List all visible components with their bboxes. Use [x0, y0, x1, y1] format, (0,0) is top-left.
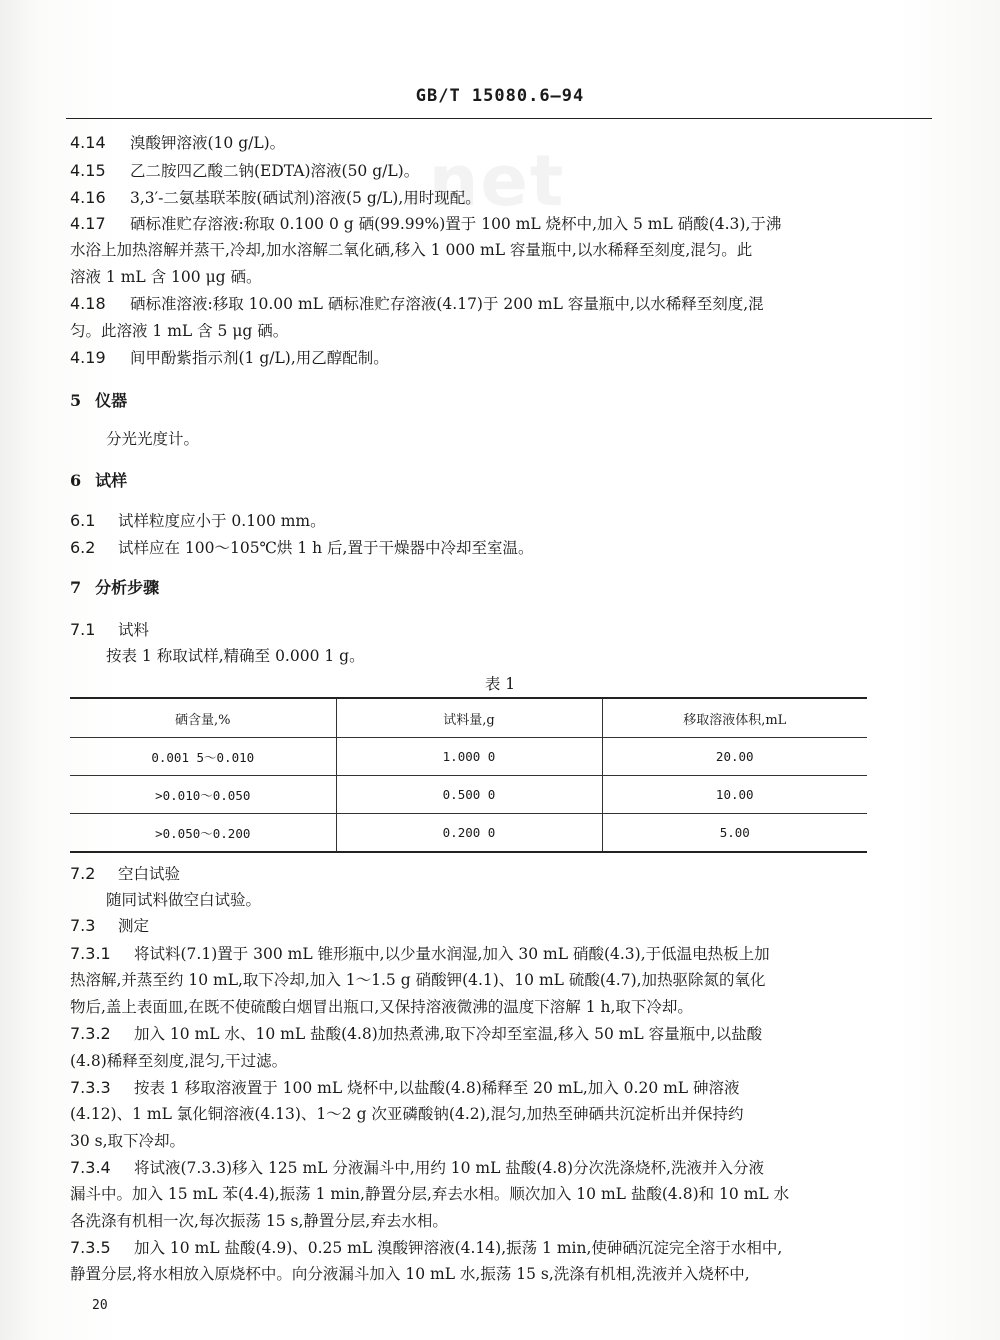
clause-number: 4.15 [70, 161, 106, 180]
clause-continuation: 漏斗中。加入 15 mL 苯(4.4),振荡 1 min,静置分层,弃去水相。顺次加入 10 mL 盐酸(4.8)和 10 mL 水 [70, 1185, 790, 1203]
table-cell: >0.010～0.050 [70, 776, 336, 814]
table-row [70, 814, 867, 853]
reagent-4-16 [70, 188, 481, 208]
column-header: 硒含量,% [70, 698, 336, 738]
clause-number: 4.19 [70, 348, 106, 367]
clause-continuation: 静置分层,将水相放入原烧杯中。向分液漏斗加入 10 mL 水,振荡 15 s,洗涤有机相,洗液并入烧杯中, [70, 1265, 750, 1283]
clause-continuation: (4.12)、1 mL 氯化铜溶液(4.13)、1～2 g 次亚磷酸钠(4.2),混匀,加热至砷硒共沉淀析出并保持约 [70, 1105, 744, 1123]
table-cell: >0.050～0.200 [70, 814, 336, 853]
reagent-4-15 [70, 161, 419, 181]
clause-text: 加入 10 mL 盐酸(4.9)、0.25 mL 溴酸钾溶液(4.14),振荡 1 min,使砷硒沉淀完全溶于水相中, [134, 1239, 783, 1257]
section-number: 6 [70, 471, 82, 490]
clause-number: 4.16 [70, 188, 106, 207]
watermark: .net [400, 140, 566, 222]
clause-title: 测定 [118, 917, 150, 935]
column-header: 试料量,g [336, 698, 602, 738]
clause-continuation: 热溶解,并蒸至约 10 mL,取下冷却,加入 1～1.5 g 硝酸钾(4.1)、10 mL 硫酸(4.7),加热驱除氮的氧化 [70, 971, 766, 989]
clause-number: 7.3 [70, 916, 96, 935]
column-header: 移取溶液体积,mL [602, 698, 867, 738]
section-number: 7 [70, 578, 82, 597]
clause-number: 4.18 [70, 294, 106, 313]
clause-number: 7.3.4 [70, 1158, 111, 1177]
clause-continuation: 水浴上加热溶解并蒸干,冷却,加水溶解二氧化硒,移入 1 000 mL 容量瓶中,以水稀释至刻度,混匀。此 [70, 241, 753, 259]
table-row [70, 738, 867, 776]
page-number: 20 [92, 1298, 108, 1313]
table-caption: 表 1 [484, 675, 516, 693]
clause-text: 乙二胺四乙酸二钠(EDTA)溶液(50 g/L)。 [130, 162, 420, 180]
section-title: 试样 [95, 471, 128, 490]
clause-number: 7.3.3 [70, 1078, 111, 1097]
table-header-row [70, 698, 867, 738]
clause-title: 空白试验 [118, 865, 181, 883]
clause-7-3-5 [70, 1238, 782, 1258]
clause-continuation: 匀。此溶液 1 mL 含 5 μg 硒。 [70, 322, 289, 340]
clause-text: 按表 1 移取溶液置于 100 mL 烧杯中,以盐酸(4.8)稀释至 20 mL,加入 0.20 mL 砷溶液 [134, 1079, 740, 1097]
clause-text: 试样粒度应小于 0.100 mm。 [118, 512, 326, 530]
section-6-heading [70, 471, 127, 491]
table-cell: 5.00 [602, 814, 867, 853]
section-title: 分析步骤 [95, 578, 160, 597]
table-cell: 0.001 5～0.010 [70, 738, 336, 776]
table-cell: 1.000 0 [336, 738, 602, 776]
clause-text: 试样应在 100～105℃烘 1 h 后,置于干燥器中冷却至室温。 [118, 539, 534, 557]
clause-text: 硒标准贮存溶液:称取 0.100 0 g 硒(99.99%)置于 100 mL 烧杯中,加入 5 mL 硝酸(4.3),于沸 [130, 215, 782, 233]
clause-text: 硒标准溶液:移取 10.00 mL 硒标准贮存溶液(4.17)于 200 mL 容量瓶中,以水稀释至刻度,混 [130, 295, 764, 313]
clause-number: 7.2 [70, 864, 96, 883]
section-title: 仪器 [95, 391, 128, 410]
reagent-4-17 [70, 214, 781, 234]
table-cell: 0.200 0 [336, 814, 602, 853]
clause-7-1-body: 按表 1 称取试样,精确至 0.000 1 g。 [106, 647, 365, 665]
clause-number: 7.3.5 [70, 1238, 111, 1257]
clause-7-3-1 [70, 944, 770, 964]
page-header: GB/T 15080.6—94 [415, 86, 585, 106]
clause-text: 间甲酚紫指示剂(1 g/L),用乙醇配制。 [130, 349, 389, 367]
clause-text: 溴酸钾溶液(10 g/L)。 [130, 134, 286, 152]
clause-7-3-4 [70, 1158, 764, 1178]
clause-number: 7.1 [70, 620, 96, 639]
section-7-heading [70, 578, 159, 598]
reagent-4-14 [70, 133, 285, 153]
clause-title: 试料 [118, 621, 150, 639]
clause-text: 将试液(7.3.3)移入 125 mL 分液漏斗中,用约 10 mL 盐酸(4.8)分次洗涤烧杯,洗液并入分液 [134, 1159, 764, 1177]
table-row [70, 776, 867, 814]
reagent-4-19 [70, 348, 389, 368]
clause-continuation: (4.8)稀释至刻度,混匀,干过滤。 [70, 1052, 288, 1070]
clause-continuation: 物后,盖上表面皿,在既不使硫酸白烟冒出瓶口,又保持溶液微沸的温度下溶解 1 h,取下冷却。 [70, 998, 693, 1016]
clause-7-1-heading [70, 620, 149, 640]
clause-text: 加入 10 mL 水、10 mL 盐酸(4.8)加热煮沸,取下冷却至室温,移入 50 mL 容量瓶中,以盐酸 [134, 1025, 763, 1043]
clause-7-3-heading [70, 916, 149, 936]
clause-6-2 [70, 538, 534, 558]
clause-number: 6.2 [70, 538, 96, 557]
section-5-body: 分光光度计。 [106, 430, 200, 448]
clause-text: 将试料(7.1)置于 300 mL 锥形瓶中,以少量水润湿,加入 30 mL 硝酸(4.3),于低温电热板上加 [134, 945, 770, 963]
reagent-4-18 [70, 294, 764, 314]
table-cell: 0.500 0 [336, 776, 602, 814]
clause-number: 6.1 [70, 511, 96, 530]
header-rule [66, 118, 932, 119]
table-cell: 20.00 [602, 738, 867, 776]
clause-7-3-3 [70, 1078, 740, 1098]
clause-number: 7.3.2 [70, 1024, 111, 1043]
clause-6-1 [70, 511, 326, 531]
selenium-sample-table [70, 697, 867, 853]
clause-continuation: 30 s,取下冷却。 [70, 1132, 186, 1150]
clause-continuation: 溶液 1 mL 含 100 μg 硒。 [70, 268, 262, 286]
clause-7-2-heading [70, 864, 180, 884]
section-5-heading [70, 391, 127, 411]
clause-text: 3,3′-二氨基联苯胺(硒试剂)溶液(5 g/L),用时现配。 [130, 189, 481, 207]
clause-7-3-2 [70, 1024, 762, 1044]
clause-continuation: 各洗涤有机相一次,每次振荡 15 s,静置分层,弃去水相。 [70, 1212, 448, 1230]
clause-number: 7.3.1 [70, 944, 111, 963]
section-number: 5 [70, 391, 82, 410]
clause-number: 4.17 [70, 214, 106, 233]
clause-number: 4.14 [70, 133, 106, 152]
clause-7-2-body: 随同试料做空白试验。 [106, 891, 262, 909]
table-cell: 10.00 [602, 776, 867, 814]
